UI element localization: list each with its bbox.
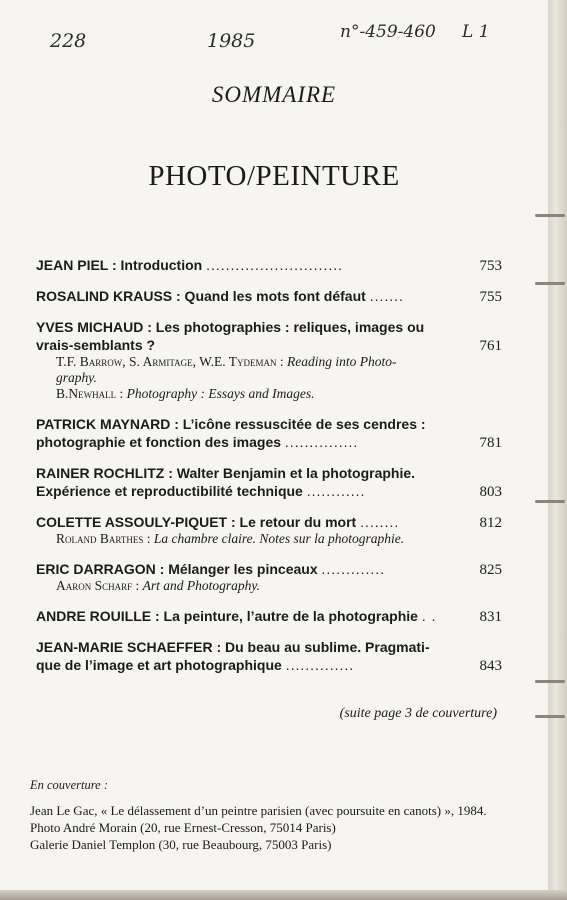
toc-entry-text: PATRICK MAYNARD : L’icône ressuscitée de ses cendres : [36,416,426,432]
toc-entry-line [36,433,502,451]
toc-reviewed-work [56,578,502,594]
toc-leader-dots: ............... [284,434,359,450]
toc-entry-text: ANDRE ROUILLE : La peinture, l’autre de la photographie [36,608,418,624]
cover-credits [30,777,487,853]
toc-entry-text: JEAN PIEL : Introduction [36,257,203,273]
cover-credit-line: Jean Le Gac, « Le délassement d’un peintre parisien (avec poursuite en canots) », 1984. [30,803,487,818]
issue-title: PHOTO/PEINTURE [148,160,400,192]
page-edge [548,0,567,900]
toc-entry [36,287,502,305]
handwritten-issue: n°-459-460 [340,22,436,42]
toc-entry-line [36,656,502,674]
toc-entry [36,607,502,625]
toc-leader-dots: ....... [369,288,404,304]
toc-entry-text: Expérience et reproductibilité technique [36,483,303,499]
toc-entry [36,638,502,674]
reviewed-title: graphy. [56,370,97,385]
toc-entry-text: ROSALIND KRAUSS : Quand les mots font défaut [36,288,366,304]
toc-entry-text: YVES MICHAUD : Les photographies : reliques, images ou [36,319,425,335]
toc-entry-text: vrais-semblants ? [36,337,156,353]
toc-leader-dots: ............ [306,483,366,499]
toc-page-number: 812 [479,515,502,531]
toc-entry-line [36,513,502,531]
table-of-contents [36,256,502,687]
toc-entry-line [36,464,502,482]
cover-credit-line: Galerie Daniel Templon (30, rue Beaubourg, 75003 Paris) [30,837,332,852]
toc-entry-line [36,256,502,274]
toc-entry-line [36,287,502,305]
toc-leader-dots: ............................ [206,257,344,273]
toc-leader-dots: . . [421,608,437,624]
toc-entry-line [36,560,502,578]
toc-entry [36,256,502,274]
toc-leader-dots: ........ [360,514,400,530]
toc-entry-text: photographie et fonction des images [36,434,282,450]
continuation-note: (suite page 3 de couverture) [339,706,497,721]
toc-reviewed-work [56,354,502,370]
toc-leader-dots: .............. [285,657,355,673]
reviewed-author: T.F. Barrow, S. Armitage, W.E. Tydeman : [56,354,284,369]
toc-page-number: 831 [479,609,502,625]
toc-reviewed-work [56,531,502,547]
reviewed-author: Roland Barthes : [56,531,151,546]
toc-entry [36,513,502,547]
page-bottom-edge [0,890,567,900]
handwritten-number: 228 [50,30,87,52]
cover-credit-line: Photo André Morain (20, rue Ernest-Cresson, 75014 Paris) [30,820,336,835]
toc-entry [36,560,502,594]
toc-entry-line [36,482,502,500]
toc-page-number: 803 [479,484,502,500]
reviewed-title: La chambre claire. Notes sur la photographie. [153,531,405,546]
toc-reviewed-work [56,386,502,402]
toc-page-number: 781 [479,435,502,451]
toc-page-number: 825 [479,562,502,578]
toc-entry-text: que de l’image et art photographique [36,657,282,673]
cover-label: En couverture : [30,778,108,792]
reviewed-title: Photography : Essays and Images. [126,386,315,401]
handwritten-year: 1985 [207,30,256,52]
toc-page-number: 753 [479,258,502,274]
toc-entry-line [36,415,502,433]
toc-entry-line [36,638,502,656]
toc-entry [36,318,502,402]
toc-entry [36,464,502,500]
reviewed-author: Aaron Scharf : [56,578,140,593]
toc-entry [36,415,502,451]
reviewed-title: Art and Photography. [142,578,261,593]
toc-page-number: 755 [479,289,502,305]
toc-entry-line [36,318,502,336]
handwritten-mark: L 1 [462,22,490,42]
toc-entry-text: ERIC DARRAGON : Mélanger les pinceaux [36,561,318,577]
toc-entry-text: RAINER ROCHLITZ : Walter Benjamin et la photographie. [36,465,416,481]
toc-entry-line [36,607,502,625]
sommaire-heading: SOMMAIRE [211,82,337,107]
reviewed-author: B.Newhall : [56,386,124,401]
toc-page-number: 761 [479,338,502,354]
toc-reviewed-work [56,370,502,386]
toc-page-number: 843 [479,658,502,674]
toc-leader-dots: ............. [321,561,386,577]
toc-entry-line [36,336,502,354]
reviewed-title: Reading into Photo- [286,354,397,369]
toc-entry-text: JEAN-MARIE SCHAEFFER : Du beau au sublime. Pragmati- [36,639,430,655]
toc-entry-text: COLETTE ASSOULY-PIQUET : Le retour du mort [36,514,357,530]
